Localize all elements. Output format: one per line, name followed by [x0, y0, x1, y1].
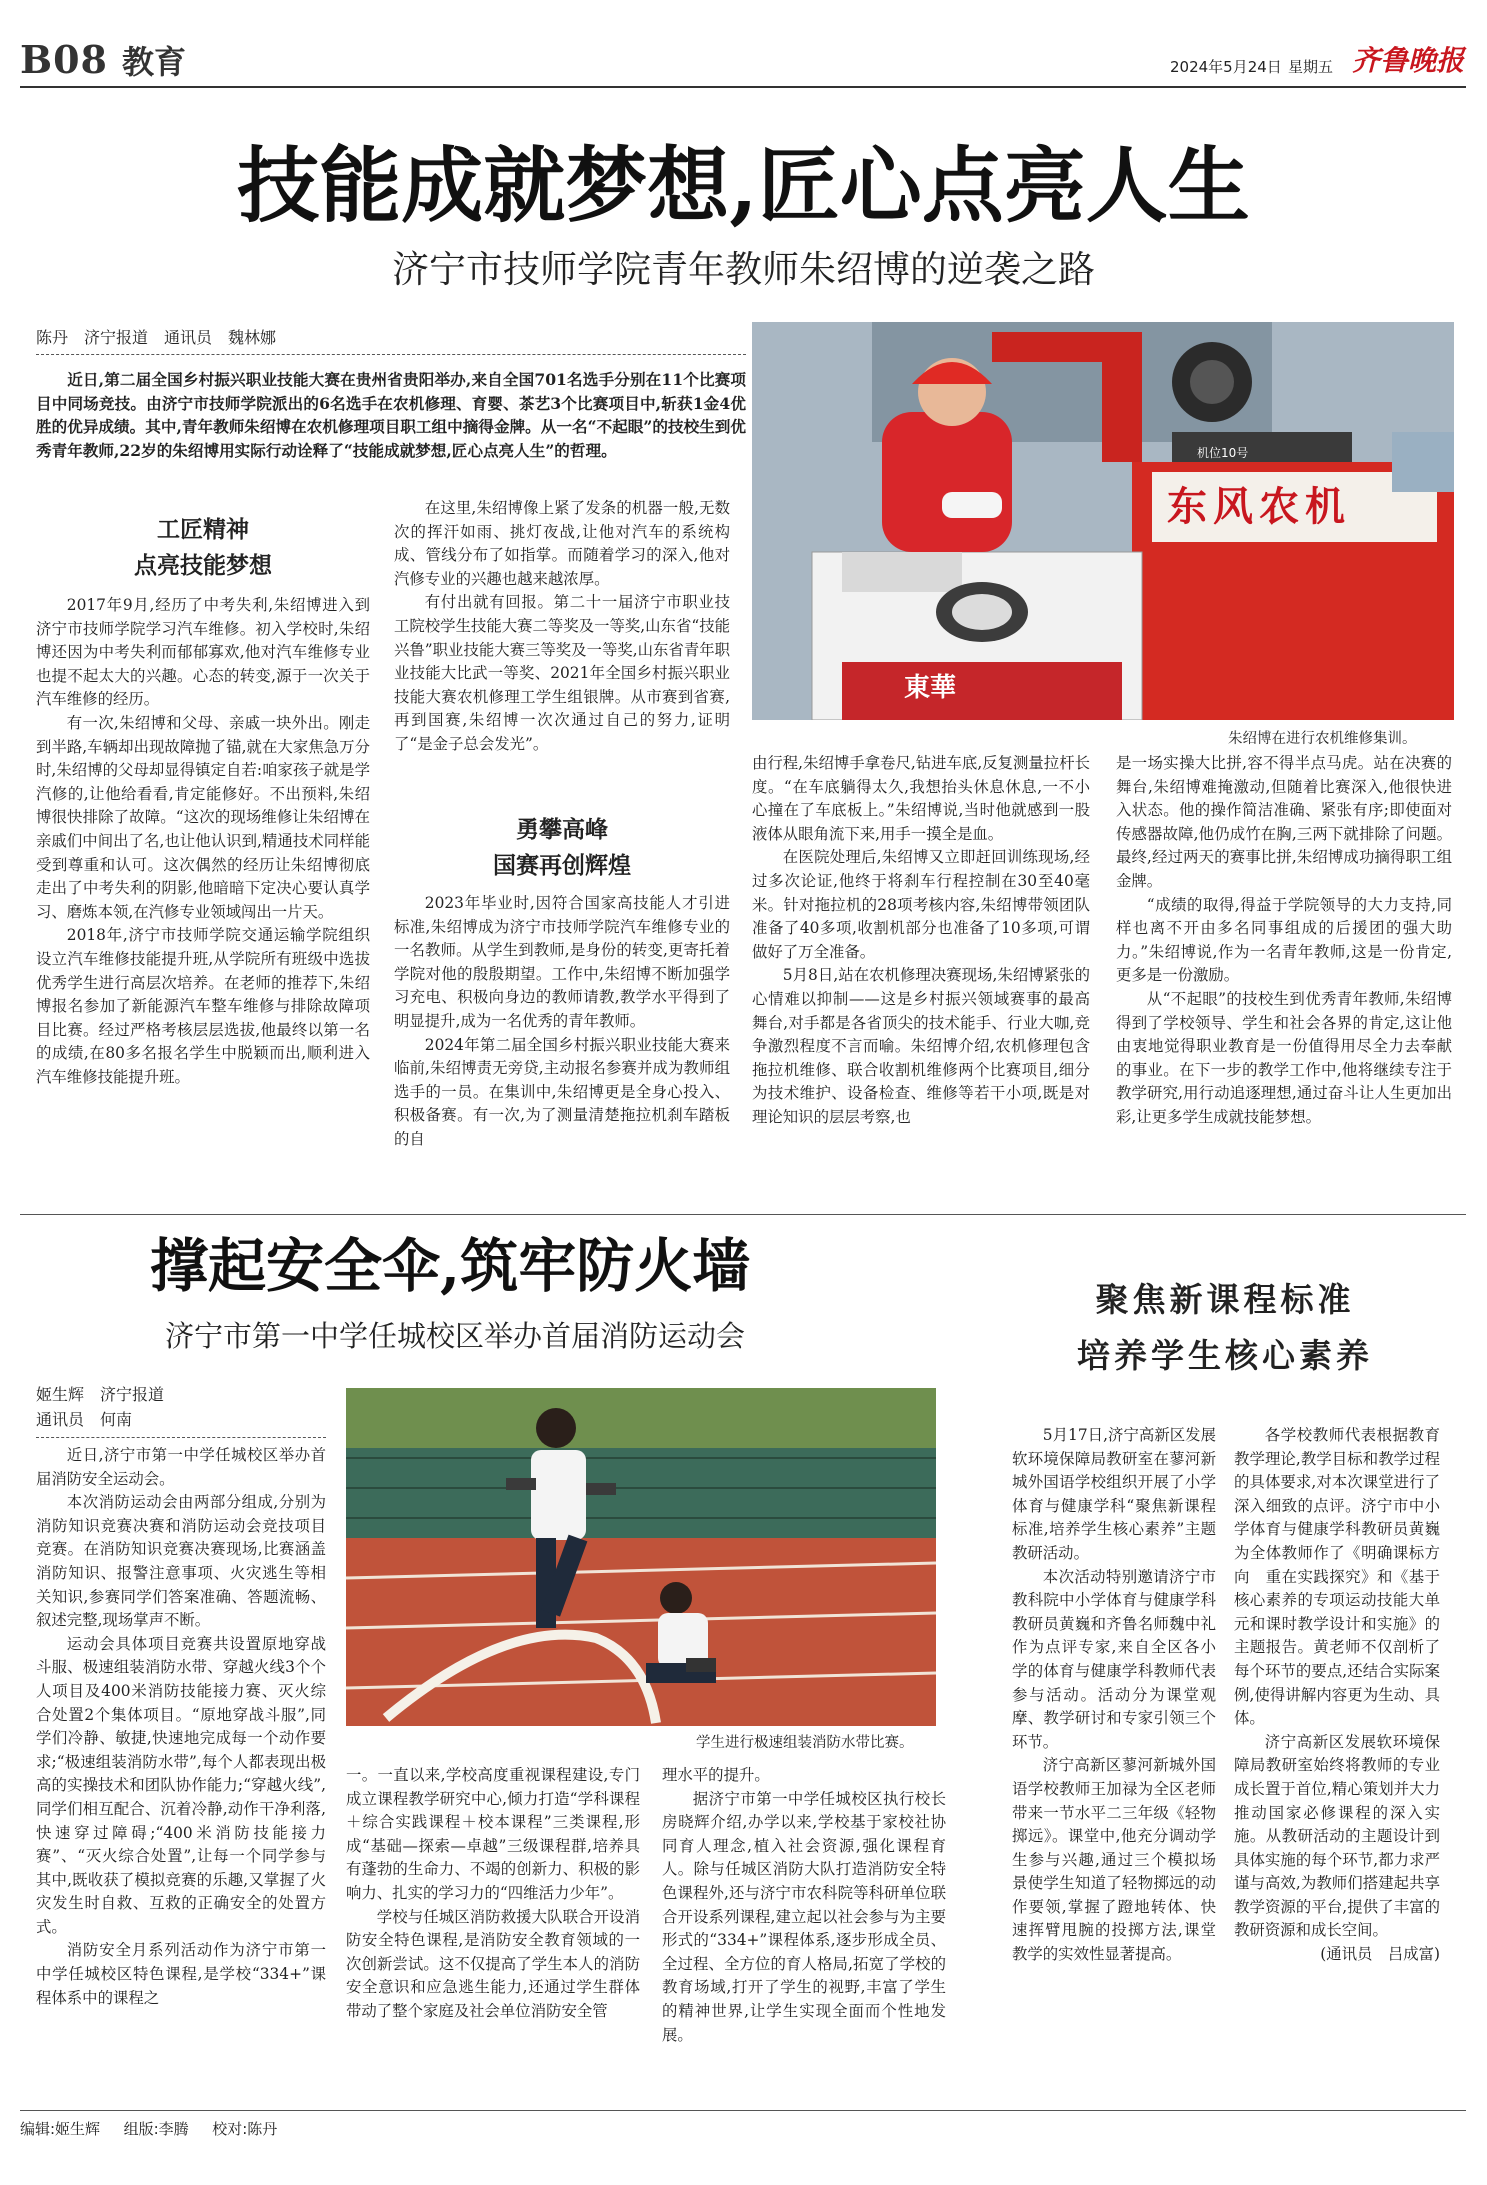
article2-byline-line2: 通讯员 何南 — [36, 1410, 133, 1429]
article1-column3 — [752, 752, 1090, 1130]
article1-headline: 技能成就梦想,匠心点亮人生 — [237, 138, 1250, 234]
article1-column4 — [1116, 752, 1452, 1130]
lead-paragraph: 近日,第二届全国乡村振兴职业技能大赛在贵州省贵阳举办,来自全国701名选手分别在11个比赛项目中同场竞技。由济宁市技师学院派出的6名选手在农机修理、育婴、茶艺3个比赛项目中,斩获1金4优胜的优异成绩。其中,青年教师朱绍博在农机修理项目职工组中摘得金牌。从一名“不起眼”的技校生到优秀青年教师,22岁的朱绍博用实际行动诠释了“技能成就梦想,匠心点亮人生”的哲理。 — [36, 370, 746, 460]
paragraph: 由行程,朱绍博手拿卷尺,钻进车底,反复测量拉杆长度。“在车底躺得太久,我想抬头休息休息,一不小心撞在了车底板上。”朱绍博说,当时他就感到一股液体从眼角流下来,用手一摸全是血。 — [752, 754, 1090, 843]
paragraph: 各学校教师代表根据教育教学理论,教学目标和教学过程的具体要求,对本次课堂进行了深入细致的点评。济宁市中小学体育与健康学科教研员黄巍为全体教师作了《明确课标方向 重在实践探究》和《基于核心素养的专项运动技能大单元和课时教学设计和实施》的主题报告。黄老师不仅剖析了每个环节的要点,还结合实际案例,使得讲解内容更为生动、具体。 — [1234, 1426, 1440, 1728]
masthead-rule — [20, 86, 1466, 88]
article1-photo-caption: 朱绍博在进行农机维修集训。 — [1228, 731, 1417, 747]
article3-column1 — [1012, 1424, 1216, 1967]
newspaper-logo: 齐鲁晚报 — [1352, 44, 1465, 77]
article1-subheadline: 济宁市技师学院青年教师朱绍博的逆袭之路 — [392, 248, 1095, 291]
paragraph: 2024年第二届全国乡村振兴职业技能大赛来临前,朱绍博责无旁贷,主动报名参赛并成为教师组选手的一员。在集训中,朱绍博更是全身心投入、积极备赛。有一次,为了测量清楚拖拉机刹车踏板的自 — [394, 1035, 730, 1148]
article3-headline — [1000, 1272, 1450, 1384]
article3-signature: (通讯员 吕成富) — [1320, 1945, 1440, 1964]
section1-title-line1: 工匠精神 — [157, 516, 249, 543]
article2-column2 — [346, 1764, 640, 2024]
paragraph: 2018年,济宁市技师学院交通运输学院组织设立汽车维修技能提升班,从学院所有班级中选拔优秀学生进行高层次培养。在老师的推荐下,朱绍博报名参加了新能源汽车整车维修与排除故障项目比赛。经过严格考核层层选拔,他最终以第一名的成绩,在80多名报名学生中脱颖而出,顺利进入汽车维修技能提升班。 — [36, 926, 370, 1086]
issue-weekday: 星期五 — [1288, 58, 1334, 76]
paragraph: 本次消防运动会由两部分组成,分别为消防知识竞赛决赛和消防运动会竞技项目竞赛。在消防知识竞赛决赛现场,比赛涵盖消防知识、报警注意事项、火灾逃生等相关知识,参赛同学们答案准确、答题流畅、叙述完整,现场掌声不断。 — [36, 1493, 326, 1630]
paragraph: “成绩的取得,得益于学院领导的大力支持,同样也离不开由多名同事组成的后援团的强大助力。”朱绍博说,作为一名青年教师,这是一份肯定,更多是一份激励。 — [1116, 895, 1452, 985]
article2-photo-caption: 学生进行极速组装消防水带比赛。 — [696, 1735, 914, 1751]
paragraph: 是一场实操大比拼,容不得半点马虎。站在决赛的舞台,朱绍博难掩激动,但随着比赛深入,他很快进入状态。他的操作简洁准确、紧张有序;即使面对传感器故障,他仍成竹在胸,三两下就排除了问题。最终,经过两天的赛事比拼,朱绍博成功摘得职工组金牌。 — [1116, 754, 1452, 890]
paragraph: 从“不起眼”的技校生到优秀青年教师,朱绍博得到了学校领导、学生和社会各界的肯定,这让他由衷地觉得职业教育是一份值得用尽全力去奉献的事业。在下一步的教学工作中,他将继续专注于教学研究,用行动追逐理想,通过奋斗让人生更加出彩,让更多学生成就技能梦想。 — [1116, 989, 1452, 1126]
article2-byline-line1: 姬生辉 济宁报道 — [36, 1385, 165, 1404]
section2-title-line2: 国赛再创辉煌 — [493, 852, 631, 879]
paragraph: 近日,济宁市第一中学任城校区举办首届消防安全运动会。 — [36, 1446, 326, 1488]
footer-credits — [20, 2118, 277, 2139]
fire-hose-race-illustration — [346, 1388, 936, 1726]
section1-title — [36, 512, 370, 584]
paragraph: 2023年毕业时,因符合国家高技能人才引进标准,朱绍博成为济宁市技师学院汽车维修专业的一名教师。从学生到教师,是身份的转变,更寄托着学院对他的殷殷期望。工作中,朱绍博不断加强学习充电、积极向身边的教师请教,教学水平得到了明显提升,成为一名优秀的青年教师。 — [394, 894, 730, 1030]
article3-headline-line2: 培养学生核心素养 — [1077, 1336, 1373, 1375]
paragraph: 有付出就有回报。第二十一届济宁市职业技工院校学生技能大赛二等奖及一等奖,山东省“技能兴鲁”职业技能大赛三等奖及一等奖,山东省青年职业技能大比武一等奖、2021年全国乡村振兴职业技能大赛农机修理工学生组银牌。从市赛到省赛,再到国赛,朱绍博一次次通过自己的努力,证明了“是金子总会发光”。 — [394, 593, 730, 753]
section2-title — [394, 812, 730, 884]
article1-photo — [752, 322, 1454, 720]
article1-column1 — [36, 594, 370, 1089]
article2-headline: 撑起安全伞,筑牢防火墙 — [150, 1232, 751, 1300]
paragraph: 在医院处理后,朱绍博又立即赶回训练现场,经过多次论证,他终于将刹车行程控制在30至40毫米。针对拖拉机的28项考核内容,朱绍博带领团队准备了40多项,收割机部分也准备了10多项,可谓做好了万全准备。 — [752, 848, 1090, 961]
article3-column2 — [1234, 1424, 1440, 1967]
byline-rule — [36, 354, 746, 355]
footer-rule — [20, 2110, 1466, 2111]
footer-editor: 编辑:姬生辉 — [20, 2120, 101, 2138]
photo-banner-text: 东风农机 — [1167, 483, 1351, 530]
article3-headline-line1: 聚焦新课程标准 — [1095, 1280, 1355, 1319]
photo-brand-text: 東華 — [904, 673, 957, 703]
issue-date: 2024年5月24日 — [1170, 58, 1282, 76]
paragraph: 2017年9月,经历了中考失利,朱绍博进入到济宁市技师学院学习汽车维修。初入学校时,朱绍博还因为中考失利而郁郁寡欢,他对汽车维修专业也提不起太大的兴趣。心态的转变,源于一次关于汽车维修的经历。 — [36, 596, 370, 709]
article2-subheadline: 济宁市第一中学任城校区举办首届消防运动会 — [165, 1319, 746, 1353]
section1-title-line2: 点亮技能梦想 — [134, 552, 272, 579]
paragraph: 理水平的提升。 — [662, 1766, 770, 1784]
paragraph: 济宁高新区蓼河新城外国语学校教师王加禄为全区老师带来一节水平二三年级《轻物掷远》。课堂中,他充分调动学生参与兴趣,通过三个模拟场景使学生知道了轻物掷远的动作要领,掌握了蹬地转体、快速挥臂甩腕的投掷方法,课堂教学的实效性显著提高。 — [1012, 1756, 1216, 1964]
section-name: 教育 — [122, 43, 187, 81]
article1-column2 — [394, 497, 730, 757]
paragraph: 在这里,朱绍博像上紧了发条的机器一般,无数次的挥汗如雨、挑灯夜战,让他对汽车的系统构成、管线分布了如指掌。而随着学习的深入,他对汽修专业的兴趣也越来越浓厚。 — [394, 499, 730, 588]
paragraph: 消防安全月系列活动作为济宁市第一中学任城校区特色课程,是学校“334+”课程体系中的课程之 — [36, 1941, 326, 2007]
paragraph: 济宁高新区发展软环境保障局教研室始终将教师的专业成长置于首位,精心策划并大力推动国家必修课程的深入实施。从教研活动的主题设计到具体实施的每个环节,都力求严谨与高效,为教师们搭建起共享教学资源的平台,提供了丰富的教研资源和成长空间。 — [1234, 1732, 1440, 1940]
paragraph: 一。一直以来,学校高度重视课程建设,专门成立课程教学研究中心,倾力打造“学科课程＋综合实践课程＋校本课程”三类课程,形成“基础—探索—卓越”三级课程群,培养具有蓬勃的生命力、不竭的创新力、积极的影响力、扎实的学习力的“四维活力少年”。 — [346, 1766, 640, 1902]
article1-column2b — [394, 892, 730, 1152]
paragraph: 有一次,朱绍博和父母、亲戚一块外出。刚走到半路,车辆却出现故障抛了锚,就在大家焦急万分时,朱绍博的父母却显得镇定自若:咱家孩子就是学汽修的,让他给看看,肯定能修好。不出预料,朱绍博很快排除了故障。“这次的现场维修让朱绍博在亲戚们中间出了名,也让他认识到,精通技术同样能受到尊重和认可。这次偶然的经历让朱绍博彻底走出了中考失利的阴影,他暗暗下定决心要认真学习、磨炼本领,在汽修专业领域闯出一片天。 — [36, 713, 370, 921]
machine-position-label: 机位10号 — [1197, 446, 1249, 460]
paragraph: 本次活动特别邀请济宁市教科院中小学体育与健康学科教研员黄巍和齐鲁名师魏中礼作为点评专家,来自全区各小学的体育与健康学科教师代表参与活动。活动分为课堂观摩、教学研讨和专家引领三个环节。 — [1012, 1567, 1216, 1751]
footer-layout: 组版:李腾 — [123, 2120, 189, 2138]
paragraph: 学校与任城区消防救援大队联合开设消防安全特色课程,是消防安全教育领域的一次创新尝试。这不仅提高了学生本人的消防安全意识和应急逃生能力,还通过学生群体带动了整个家庭及社会单位消防安全管 — [346, 1907, 640, 2020]
article2-photo — [346, 1388, 936, 1726]
article-divider — [20, 1214, 1466, 1215]
paragraph: 据济宁市第一中学任城校区执行校长房晓辉介绍,办学以来,学校基于家校社协同育人理念,植入社会资源,强化课程育人。除与任城区消防大队打造消防安全特色课程外,还与济宁市农科院等科研单位联合开设系列课程,建立起以社会参与为主要形式的“334+”课程体系,逐步形成全员、全过程、全方位的育人格局,拓宽了学校的教育场域,打开了学生的视野,丰富了学生的精神世界,让学生实现全面而个性地发展。 — [662, 1789, 946, 2044]
paragraph: 5月8日,站在农机修理决赛现场,朱绍博紧张的心情难以抑制——这是乡村振兴领域赛事的最高舞台,对手都是各省顶尖的技术能手、行业大咖,竞争激烈程度不言而喻。朱绍博介绍,农机修理包含拖拉机维修、联合收割机维修两个比赛项目,细分为技术维护、设备检查、维修等若干小项,既是对理论知识的层层考察,也 — [752, 966, 1090, 1126]
article2-byline — [36, 1382, 336, 1432]
paragraph: 运动会具体项目竞赛共设置原地穿战斗服、极速组装消防水带、穿越火线3个个人项目及400米消防技能接力赛、灭火综合处置2个集体项目。“原地穿战斗服”,同学们冷静、敏捷,快速地完成每一个动作要求;“极速组装消防水带”,每个人都表现出极高的实操技术和团队协作能力;“穿越火线”,同学们相互配合、沉着冷静,动作干净利落,快速穿过障碍;“400米消防技能接力赛”、“灭火综合处置”,让每一个同学参与其中,既收获了模拟竞赛的乐趣,又掌握了火灾发生时自救、互救的正确安全的处置方式。 — [36, 1634, 326, 1936]
article2-column3 — [662, 1764, 946, 2047]
article2-column1 — [36, 1444, 326, 2010]
paragraph: 5月17日,济宁高新区发展软环境保障局教研室在蓼河新城外国语学校组织开展了小学体育与健康学科“聚焦新课程标准,培养学生核心素养”主题教研活动。 — [1012, 1426, 1216, 1562]
byline-rule — [36, 1437, 326, 1438]
footer-proof: 校对:陈丹 — [212, 2120, 278, 2138]
article1-lead — [36, 368, 746, 462]
article1-byline: 陈丹 济宁报道 通讯员 魏林娜 — [36, 328, 277, 347]
section2-title-line1: 勇攀高峰 — [516, 816, 608, 843]
page-code: B08 — [20, 37, 108, 82]
